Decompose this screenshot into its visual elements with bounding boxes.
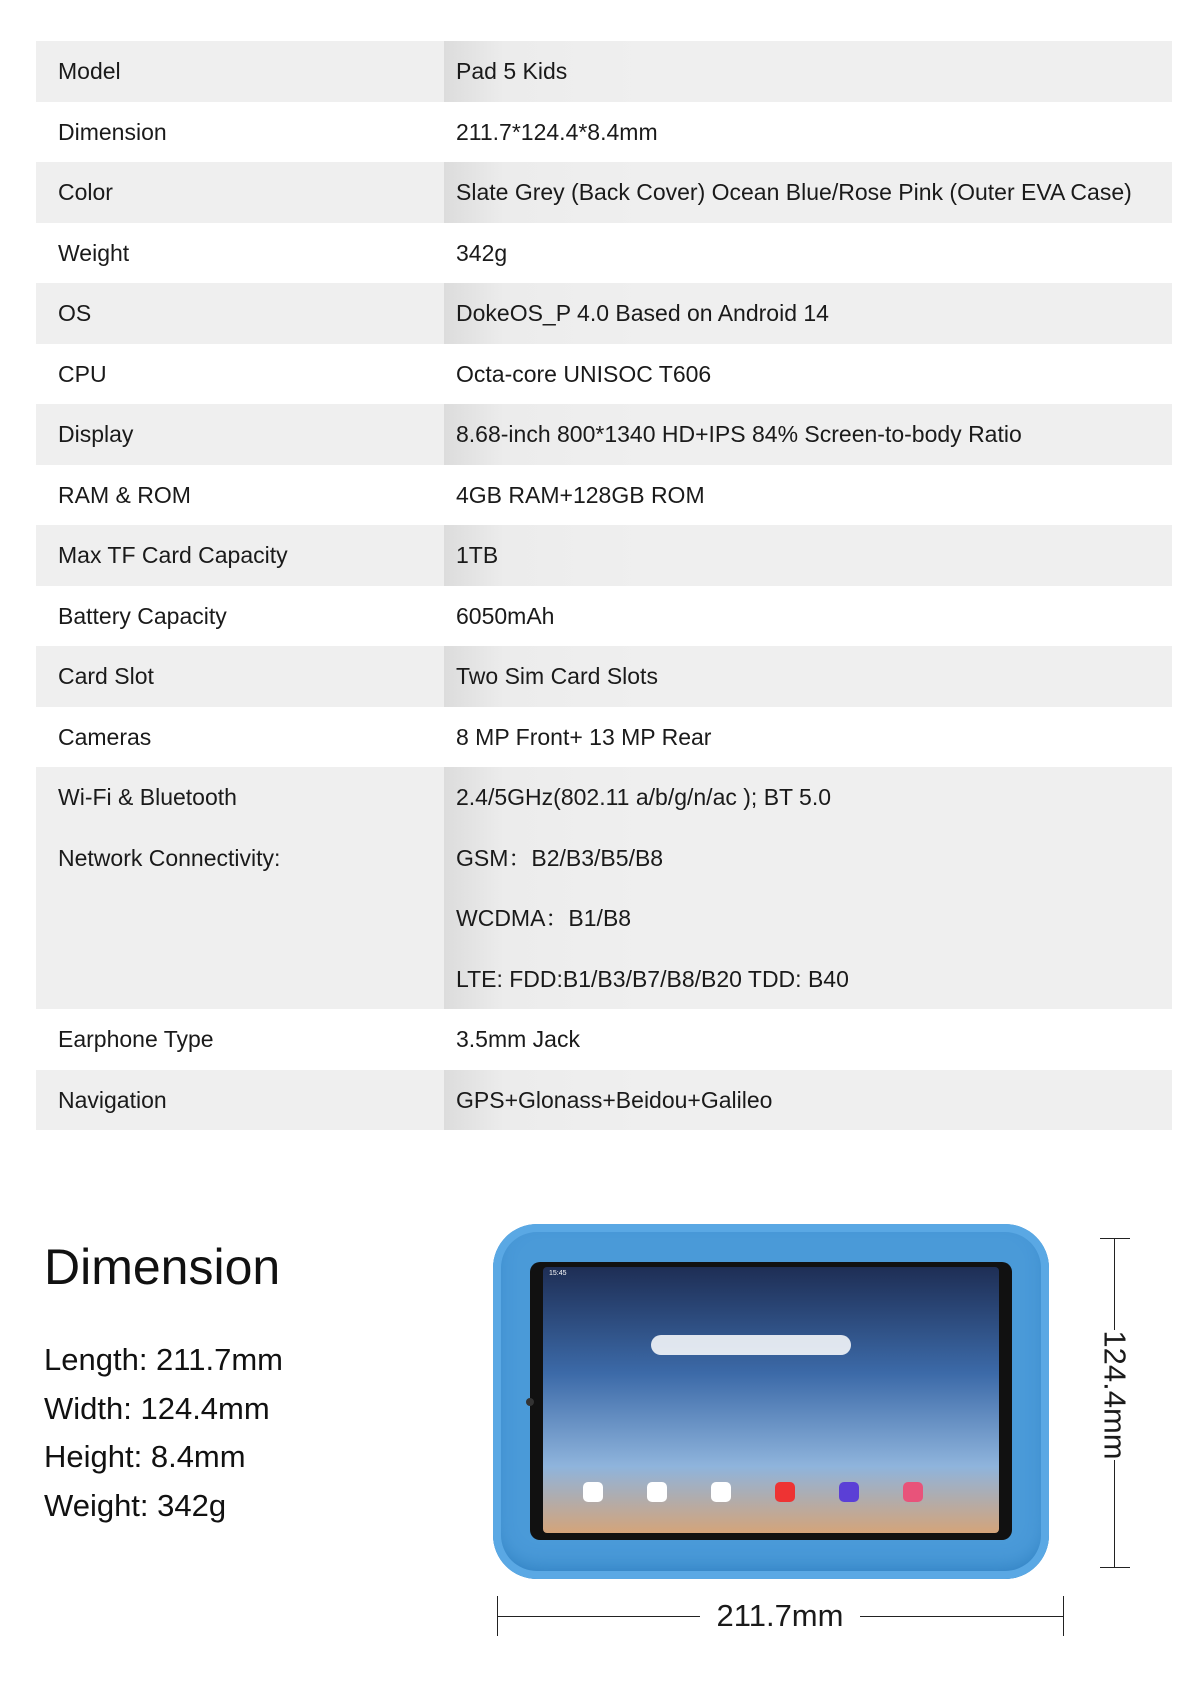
spec-value-cell: [444, 646, 1172, 707]
spec-row: [36, 102, 1172, 163]
tablet-screen: [543, 1267, 999, 1533]
spec-label: Network Connectivity:: [58, 844, 281, 871]
width-line-cap: [1063, 1596, 1064, 1636]
spec-label: Earphone Type: [58, 1026, 214, 1052]
front-camera-icon: [526, 1398, 534, 1406]
width-text: Width: 124.4mm: [44, 1390, 270, 1426]
spec-row: [36, 465, 1172, 526]
camera-icon: [903, 1482, 923, 1502]
spec-row: [36, 41, 1172, 102]
height-text: Height: 8.4mm: [44, 1439, 246, 1474]
spec-value: Pad 5 Kids: [456, 58, 568, 84]
spec-row: [36, 223, 1172, 284]
spec-value: 3.5mm Jack: [456, 1026, 580, 1052]
phone-icon: [583, 1482, 603, 1502]
spec-value: 211.7*124.4*8.4mm: [456, 118, 658, 145]
width-line-cap: [497, 1596, 498, 1636]
spec-row: [36, 525, 1172, 586]
spec-label: Card Slot: [58, 663, 154, 689]
youtube-icon: [775, 1482, 795, 1502]
dimension-list: [44, 1336, 283, 1530]
spec-label: Battery Capacity: [58, 602, 227, 629]
width-label: 211.7mm: [700, 1596, 860, 1636]
spec-label-cell: [36, 586, 444, 647]
spec-row: [36, 586, 1172, 647]
spec-value-cell: [444, 223, 1172, 284]
spec-value-cell: [444, 162, 1172, 223]
spec-value-cell: [444, 1070, 1172, 1131]
spec-label: Display: [58, 421, 134, 447]
spec-row: [36, 1070, 1172, 1131]
spec-label-cell: [36, 1070, 444, 1131]
spec-value-cell: [444, 767, 1172, 1009]
spec-label-cell: [36, 1009, 444, 1070]
spec-row: [36, 344, 1172, 405]
messages-icon: [647, 1482, 667, 1502]
spec-value-cell: [444, 102, 1172, 163]
search-bar: [651, 1335, 851, 1355]
spec-row: [36, 404, 1172, 465]
spec-value-cell: [444, 586, 1172, 647]
spec-label-cell: [36, 41, 444, 102]
dimension-heading: Dimension: [44, 1239, 281, 1295]
spec-value-cell: [444, 404, 1172, 465]
spec-value: Octa-core UNISOC T606: [456, 360, 712, 387]
spec-label-cell: [36, 525, 444, 586]
spec-label-cell: [36, 344, 444, 405]
spec-value: 8 MP Front+ 13 MP Rear: [456, 723, 712, 750]
spec-value-cell: [444, 465, 1172, 526]
spec-label-cell: [36, 162, 444, 223]
spec-value: Slate Grey (Back Cover) Ocean Blue/Rose Pink (Outer EVA Case): [456, 179, 1132, 205]
spec-label-cell: [36, 707, 444, 768]
spec-value: 1TB: [456, 542, 499, 568]
spec-row: [36, 283, 1172, 344]
spec-label-cell: [36, 223, 444, 284]
spec-value-cell: [444, 1009, 1172, 1070]
spec-label: Wi-Fi & Bluetooth: [58, 784, 237, 810]
spec-row: [36, 646, 1172, 707]
spec-value-cell: [444, 525, 1172, 586]
spec-row: [36, 707, 1172, 768]
spec-value-cell: [444, 707, 1172, 768]
spec-label-cell: [36, 404, 444, 465]
spec-label: RAM & ROM: [58, 481, 191, 508]
height-label: [1090, 1330, 1140, 1460]
spec-value: Two Sim Card Slots: [456, 663, 658, 689]
spec-value-cell: [444, 283, 1172, 344]
spec-label: Weight: [58, 239, 130, 266]
spec-row: [36, 1009, 1172, 1070]
settings-icon: [839, 1482, 859, 1502]
spec-label: CPU: [58, 360, 107, 387]
height-line-cap: [1100, 1567, 1130, 1568]
spec-label: Cameras: [58, 723, 152, 750]
spec-value: GPS+Glonass+Beidou+Galileo: [456, 1086, 773, 1113]
dock: [583, 1482, 923, 1502]
spec-label-cell: [36, 283, 444, 344]
spec-label-cell: [36, 465, 444, 526]
status-time: 15:45: [549, 1270, 567, 1277]
spec-row: [36, 767, 1172, 1009]
tablet-image: [493, 1224, 1049, 1579]
spec-value: 4GB RAM+128GB ROM: [456, 481, 705, 508]
spec-label-cell: [36, 102, 444, 163]
chrome-icon: [711, 1482, 731, 1502]
spec-label-cell: [36, 767, 444, 1009]
spec-label: OS: [58, 300, 92, 326]
spec-value: GSM：B2/B3/B5/B8: [456, 844, 664, 871]
spec-value: LTE: FDD:B1/B3/B7/B8/B20 TDD: B40: [456, 965, 849, 992]
spec-value-cell: [444, 344, 1172, 405]
spec-value-cell: [444, 41, 1172, 102]
spec-value: 6050mAh: [456, 602, 555, 629]
length-text: Length: 211.7mm: [44, 1342, 283, 1377]
spec-label-cell: [36, 646, 444, 707]
spec-value: 8.68-inch 800*1340 HD+IPS 84% Screen-to-body Ratio: [456, 421, 1022, 447]
spec-label: Model: [58, 58, 121, 84]
weight-text: Weight: 342g: [44, 1487, 227, 1523]
spec-table: [36, 41, 1172, 1130]
spec-value: WCDMA：B1/B8: [456, 905, 632, 931]
spec-row: [36, 162, 1172, 223]
spec-value: DokeOS_P 4.0 Based on Android 14: [456, 300, 829, 326]
spec-label: Navigation: [58, 1086, 167, 1113]
height-line-cap: [1100, 1238, 1130, 1239]
spec-label: Dimension: [58, 118, 167, 145]
spec-label: Max TF Card Capacity: [58, 542, 288, 568]
spec-label: Color: [58, 179, 113, 205]
spec-value: 2.4/5GHz(802.11 a/b/g/n/ac ); BT 5.0: [456, 784, 832, 810]
height-label-text: 124.4mm: [1098, 1330, 1134, 1460]
spec-value: 342g: [456, 239, 508, 266]
tablet-bezel: [530, 1262, 1012, 1540]
